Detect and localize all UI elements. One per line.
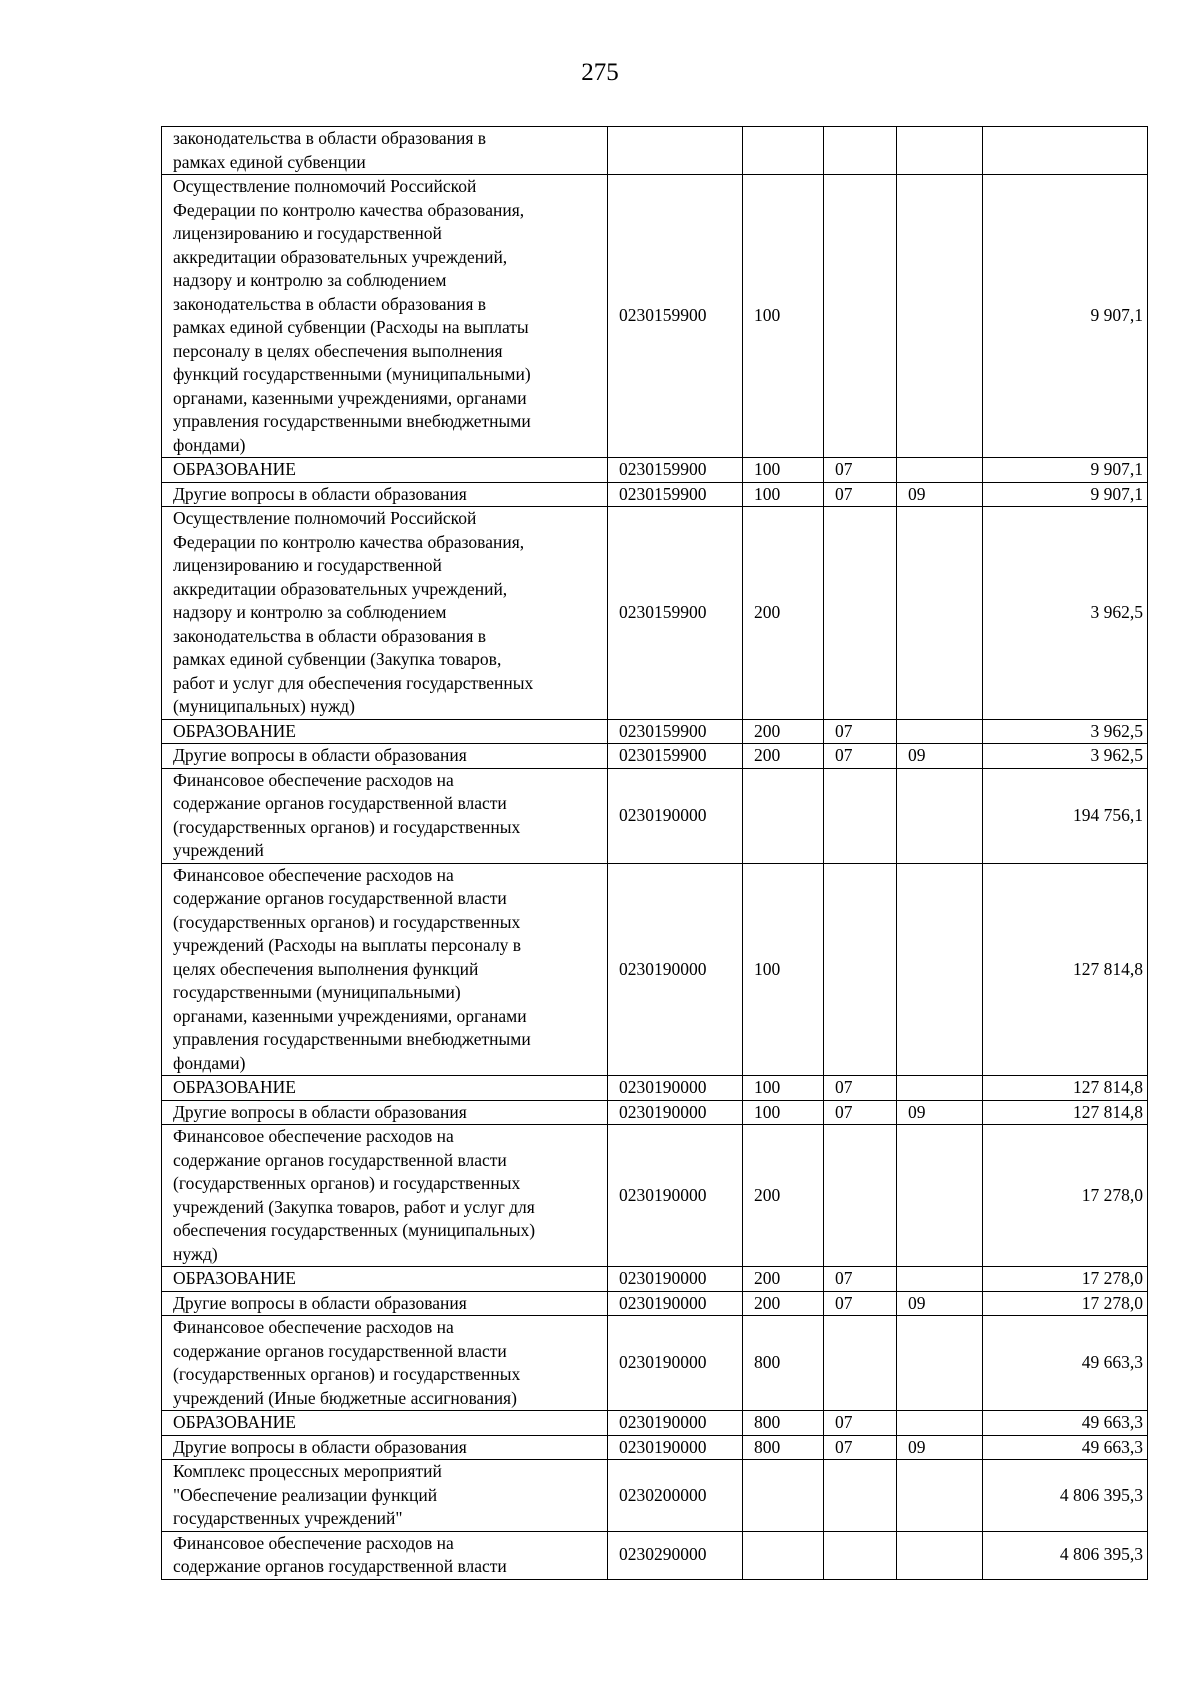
section-code: [824, 1316, 897, 1411]
subsection-code: 09: [897, 482, 983, 507]
item-name: Финансовое обеспечение расходов на содержание органов государственной власти: [162, 1531, 608, 1579]
expense-type-code: 200: [743, 744, 824, 769]
target-article-code: 0230190000: [608, 1076, 743, 1101]
section-code: [824, 1460, 897, 1532]
expense-type-code: 200: [743, 1125, 824, 1267]
amount: 9 907,1: [983, 458, 1148, 483]
target-article-code: 0230190000: [608, 1125, 743, 1267]
target-article-code: 0230190000: [608, 1100, 743, 1125]
target-article-code: 0230200000: [608, 1460, 743, 1532]
amount: [983, 127, 1148, 175]
table-row: [162, 768, 1148, 863]
amount: 49 663,3: [983, 1411, 1148, 1436]
section-code: 07: [824, 1076, 897, 1101]
amount: 49 663,3: [983, 1316, 1148, 1411]
item-name: Другие вопросы в области образования: [162, 1291, 608, 1316]
expense-type-code: 200: [743, 719, 824, 744]
expense-type-code: 200: [743, 1291, 824, 1316]
amount: 9 907,1: [983, 175, 1148, 458]
target-article-code: 0230190000: [608, 1316, 743, 1411]
section-code: 07: [824, 1411, 897, 1436]
table-row: [162, 744, 1148, 769]
subsection-code: 09: [897, 1100, 983, 1125]
expense-type-code: 100: [743, 1100, 824, 1125]
target-article-code: 0230159900: [608, 458, 743, 483]
subsection-code: 09: [897, 1291, 983, 1316]
subsection-code: [897, 127, 983, 175]
amount: 9 907,1: [983, 482, 1148, 507]
expense-type-code: [743, 1460, 824, 1532]
subsection-code: [897, 1316, 983, 1411]
amount: 127 814,8: [983, 1100, 1148, 1125]
subsection-code: 09: [897, 744, 983, 769]
subsection-code: [897, 175, 983, 458]
target-article-code: 0230190000: [608, 1435, 743, 1460]
table-row: [162, 719, 1148, 744]
subsection-code: [897, 1411, 983, 1436]
section-code: 07: [824, 458, 897, 483]
amount: 4 806 395,3: [983, 1460, 1148, 1532]
subsection-code: [897, 768, 983, 863]
section-code: [824, 175, 897, 458]
table-row: [162, 458, 1148, 483]
subsection-code: [897, 863, 983, 1076]
subsection-code: [897, 458, 983, 483]
item-name: Финансовое обеспечение расходов на содержание органов государственной власти (государственных органов) и государственных учреждений (Закупка товаров, работ и услуг для обеспечения государственных (муниципальных) нужд): [162, 1125, 608, 1267]
item-name: ОБРАЗОВАНИЕ: [162, 1076, 608, 1101]
target-article-code: 0230159900: [608, 744, 743, 769]
amount: 4 806 395,3: [983, 1531, 1148, 1579]
table-row: [162, 507, 1148, 720]
section-code: [824, 507, 897, 720]
table-row: [162, 127, 1148, 175]
table-row: [162, 482, 1148, 507]
table-row: [162, 1076, 1148, 1101]
subsection-code: [897, 1460, 983, 1532]
subsection-code: 09: [897, 1435, 983, 1460]
amount: 17 278,0: [983, 1125, 1148, 1267]
expense-type-code: 800: [743, 1435, 824, 1460]
section-code: [824, 1531, 897, 1579]
item-name: Другие вопросы в области образования: [162, 1100, 608, 1125]
amount: 17 278,0: [983, 1267, 1148, 1292]
table-row: [162, 1411, 1148, 1436]
section-code: [824, 1125, 897, 1267]
expense-type-code: 100: [743, 1076, 824, 1101]
section-code: 07: [824, 1435, 897, 1460]
target-article-code: 0230290000: [608, 1531, 743, 1579]
table-row: [162, 1316, 1148, 1411]
table-row: [162, 1435, 1148, 1460]
expense-type-code: 100: [743, 458, 824, 483]
amount: 49 663,3: [983, 1435, 1148, 1460]
amount: 127 814,8: [983, 863, 1148, 1076]
target-article-code: 0230190000: [608, 1411, 743, 1436]
table-row: [162, 1291, 1148, 1316]
item-name: Финансовое обеспечение расходов на содержание органов государственной власти (государственных органов) и государственных учреждений: [162, 768, 608, 863]
item-name: ОБРАЗОВАНИЕ: [162, 1411, 608, 1436]
expense-type-code: 200: [743, 1267, 824, 1292]
section-code: 07: [824, 744, 897, 769]
item-name: ОБРАЗОВАНИЕ: [162, 719, 608, 744]
section-code: [824, 127, 897, 175]
section-code: 07: [824, 1291, 897, 1316]
subsection-code: [897, 1125, 983, 1267]
target-article-code: 0230190000: [608, 1291, 743, 1316]
expense-type-code: 200: [743, 507, 824, 720]
item-name: Комплекс процессных мероприятий "Обеспечение реализации функций государственных учреждений": [162, 1460, 608, 1532]
expense-type-code: [743, 1531, 824, 1579]
expense-type-code: 100: [743, 863, 824, 1076]
expense-type-code: 800: [743, 1316, 824, 1411]
table-row: [162, 863, 1148, 1076]
expense-type-code: [743, 127, 824, 175]
table-row: [162, 1100, 1148, 1125]
table-row: [162, 175, 1148, 458]
section-code: [824, 863, 897, 1076]
target-article-code: 0230159900: [608, 507, 743, 720]
table-row: [162, 1531, 1148, 1579]
target-article-code: [608, 127, 743, 175]
subsection-code: [897, 719, 983, 744]
subsection-code: [897, 1267, 983, 1292]
amount: 3 962,5: [983, 744, 1148, 769]
table-row: [162, 1125, 1148, 1267]
target-article-code: 0230190000: [608, 1267, 743, 1292]
item-name: ОБРАЗОВАНИЕ: [162, 1267, 608, 1292]
table-row: [162, 1267, 1148, 1292]
target-article-code: 0230190000: [608, 768, 743, 863]
expense-type-code: 800: [743, 1411, 824, 1436]
item-name: законодательства в области образования в рамках единой субвенции: [162, 127, 608, 175]
subsection-code: [897, 1531, 983, 1579]
expense-type-code: 100: [743, 175, 824, 458]
item-name: Другие вопросы в области образования: [162, 1435, 608, 1460]
budget-table: [161, 126, 1148, 1580]
section-code: 07: [824, 1100, 897, 1125]
amount: 3 962,5: [983, 719, 1148, 744]
section-code: 07: [824, 719, 897, 744]
item-name: Финансовое обеспечение расходов на содержание органов государственной власти (государственных органов) и государственных учреждений (Расходы на выплаты персоналу в целях обеспечения выполнения функций государственными (муниципальными) органами, казенными учреждениями, органами управления государственными внебюджетными фондами): [162, 863, 608, 1076]
subsection-code: [897, 507, 983, 720]
item-name: Финансовое обеспечение расходов на содержание органов государственной власти (государственных органов) и государственных учреждений (Иные бюджетные ассигнования): [162, 1316, 608, 1411]
item-name: Другие вопросы в области образования: [162, 482, 608, 507]
table-row: [162, 1460, 1148, 1532]
section-code: 07: [824, 1267, 897, 1292]
item-name: Другие вопросы в области образования: [162, 744, 608, 769]
section-code: 07: [824, 482, 897, 507]
item-name: Осуществление полномочий Российской Федерации по контролю качества образования, лицензированию и государственной аккредитации образовательных учреждений, надзору и контролю за соблюдением законодательства в области образования в рамках единой субвенции (Расходы на выплаты персоналу в целях обеспечения выполнения функций государственными (муниципальными) органами, казенными учреждениями, органами управления государственными внебюджетными фондами): [162, 175, 608, 458]
target-article-code: 0230190000: [608, 863, 743, 1076]
target-article-code: 0230159900: [608, 175, 743, 458]
amount: 127 814,8: [983, 1076, 1148, 1101]
expense-type-code: 100: [743, 482, 824, 507]
amount: 3 962,5: [983, 507, 1148, 720]
section-code: [824, 768, 897, 863]
target-article-code: 0230159900: [608, 482, 743, 507]
amount: 17 278,0: [983, 1291, 1148, 1316]
item-name: Осуществление полномочий Российской Федерации по контролю качества образования, лицензированию и государственной аккредитации образовательных учреждений, надзору и контролю за соблюдением законодательства в области образования в рамках единой субвенции (Закупка товаров, работ и услуг для обеспечения государственных (муниципальных) нужд): [162, 507, 608, 720]
expense-type-code: [743, 768, 824, 863]
amount: 194 756,1: [983, 768, 1148, 863]
target-article-code: 0230159900: [608, 719, 743, 744]
page-number: 275: [581, 59, 619, 86]
item-name: ОБРАЗОВАНИЕ: [162, 458, 608, 483]
subsection-code: [897, 1076, 983, 1101]
